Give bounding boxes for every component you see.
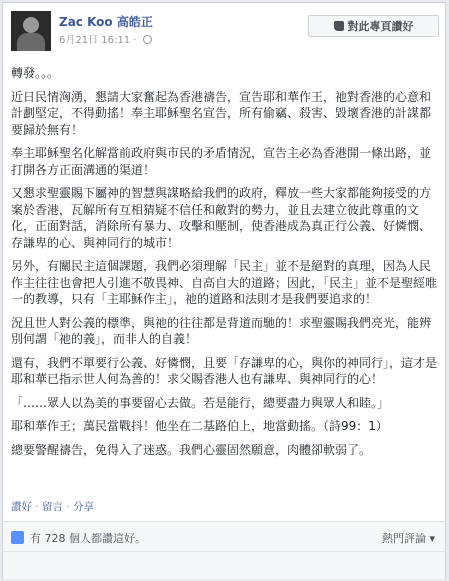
action-separator: · (35, 501, 39, 513)
comment-sort-dropdown[interactable]: 熱門評論 ▾ (381, 532, 435, 545)
likes-summary-bar (3, 521, 445, 552)
post-paragraph: 又懇求聖靈賜下屬神的智慧與謀略給我們的政府，釋放一些大家都能夠接受的方案於香港，瓦解所有互相猜疑不信任和敵對的勢力，並且去建立彼此尊重的文化，正面對話，消除所有暴力、攻擊和壓制，使香港成為真正行公義、好憐憫、存謙卑的心、與神同行的城市！ (11, 186, 432, 250)
post-paragraph: 總要警醒禱告，免得入了迷惑。我們心靈固然願意，肉體卻軟弱了。 (11, 442, 372, 457)
share-action-link[interactable]: 分享 (73, 501, 95, 513)
like-page-button[interactable] (308, 15, 439, 37)
post-paragraph: 轉發。。。 (11, 66, 60, 80)
like-count-icon (11, 531, 24, 544)
like-page-label: 對此專頁讚好 (347, 20, 414, 33)
post-date[interactable]: 6月21日 16:11 (59, 35, 131, 46)
post-paragraph: 「……眾人以為美的事要留心去做。若是能行，總要盡力與眾人和睦。」 (11, 395, 390, 410)
post-card (2, 2, 446, 579)
globe-icon (143, 35, 152, 44)
post-paragraph: 奉主耶穌聖名化解當前政府與市民的矛盾情況，宣告主必為香港開一條出路，並打開各方正面溝通的渠道！ (11, 146, 432, 177)
action-separator: · (66, 501, 70, 513)
post-paragraph: 還有，我們不單要行公義、好憐憫，且要「存謙卑的心，與你的神同行」，這才是耶和華已指示世人何為善的！求父賜香港人也有謙卑、與神同行的心！ (11, 355, 438, 386)
post-meta (59, 31, 152, 46)
post-paragraph: 況且世人對公義的標準，與祂的往往都是背道而馳的！求聖靈賜我們亮光，能辨別何謂「祂的義」，而非人的自義！ (11, 315, 432, 346)
author-name[interactable]: Zac Koo 高皓正 (59, 15, 153, 29)
like-action-link[interactable]: 讚好 (11, 501, 32, 513)
thumbs-up-icon (334, 21, 344, 31)
post-paragraph: 近日民情洶湧，懇請大家奮起為香港禱告，宣告耶和華作王，祂對香港的心意和計劃堅定，不得動搖！奉主耶穌聖名宣告，所有偷竊、殺害、毀壞香港的計謀都要歸於無有！ (11, 89, 432, 137)
post-paragraph: 另外，有關民主這個課題，我們必須理解「民主」並不是絕對的真理，因為人民作主往往也會把人引進不敬畏神、自高自大的道路；因此，「民主」並不是聖經唯一的教導，只有「主耶穌作主」，祂的道路和法則才是我們要追求的！ (11, 259, 438, 306)
comment-action-link[interactable]: 留言 (42, 501, 64, 513)
post-actions (11, 499, 94, 514)
likes-summary[interactable]: 有 728 個人都讚這好。 (30, 532, 146, 545)
comment-area (3, 551, 445, 579)
post-paragraph: 耶和華作王；萬民當戰抖！他坐在二基路伯上，地當動搖。（詩99：1） (11, 419, 388, 433)
avatar-head-shape (23, 17, 39, 33)
post-body (11, 65, 441, 465)
avatar-body-shape (17, 33, 45, 51)
meta-separator: · (133, 35, 137, 46)
author-avatar[interactable] (11, 11, 51, 51)
